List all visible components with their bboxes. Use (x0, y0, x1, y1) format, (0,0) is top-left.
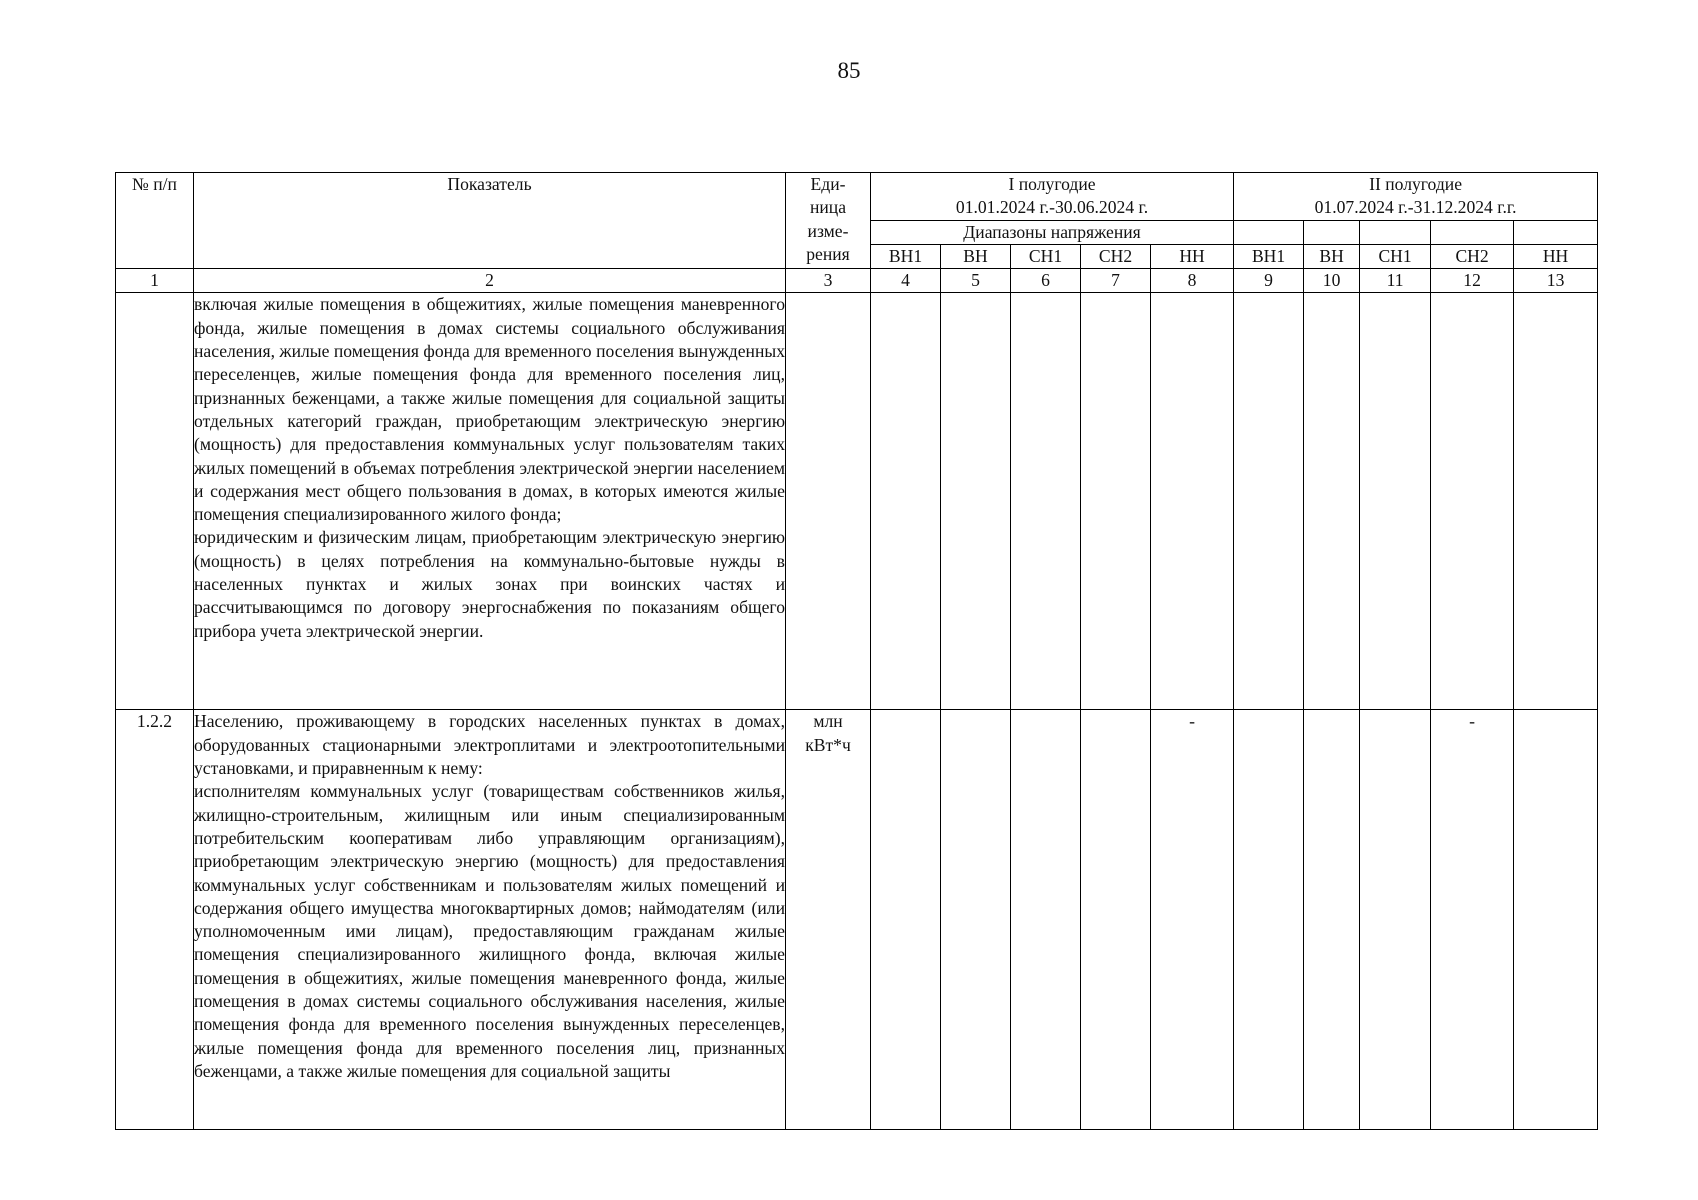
row-number: 1.2.2 (116, 710, 194, 1130)
num-header: № п/п (116, 173, 194, 269)
indicator-cell (194, 710, 786, 1130)
value-cell (1304, 710, 1360, 1130)
voltage-cell: НН (1514, 244, 1598, 268)
column-number: 6 (1011, 269, 1081, 293)
value-cell (871, 710, 941, 1130)
indicator-paragraph: Населению, проживающему в городских населенных пунктах в домах, оборудованных стационарными электроплитами и электроотопительными установками, и приравненным к нему: (194, 711, 785, 779)
voltage-header: Диапазоны напряжения (871, 220, 1234, 244)
unit-header-line: ница (809, 197, 847, 218)
column-number: 7 (1081, 269, 1151, 293)
value-cell (1081, 710, 1151, 1130)
value-cell (941, 710, 1011, 1130)
column-number: 13 (1514, 269, 1598, 293)
half2-blank-cell (1431, 220, 1514, 244)
row-number (116, 293, 194, 710)
indicator-header: Показатель (194, 173, 786, 269)
column-number: 4 (871, 269, 941, 293)
column-number: 2 (194, 269, 786, 293)
column-number: 8 (1151, 269, 1234, 293)
value-cell (1011, 293, 1081, 710)
value-cell (1431, 293, 1514, 710)
value-cell: - (1151, 710, 1234, 1130)
voltage-cell: ВН1 (871, 244, 941, 268)
half2-blank-cell (1514, 220, 1598, 244)
voltage-cell: ВН1 (1234, 244, 1304, 268)
unit-header-line: рения (806, 243, 850, 264)
half1-period: 01.01.2024 г.-30.06.2024 г. (955, 197, 1149, 218)
voltage-cell: ВН (941, 244, 1011, 268)
value-cell (1081, 293, 1151, 710)
half2-title: II полугодие (1369, 174, 1463, 194)
value-cell (1360, 293, 1431, 710)
unit-header-line: изме- (807, 220, 849, 241)
value-cell (871, 293, 941, 710)
page-number: 85 (837, 58, 861, 83)
value-cell (1514, 293, 1598, 710)
value-cell (1304, 293, 1360, 710)
column-number: 11 (1360, 269, 1431, 293)
value-cell (1151, 293, 1234, 710)
voltage-cell: НН (1151, 244, 1234, 268)
column-number: 5 (941, 269, 1011, 293)
indicator-cell (194, 293, 786, 710)
unit-header-line: Еди- (810, 174, 846, 194)
half1-title: I полугодие (1008, 174, 1096, 194)
half2-blank-cell (1234, 220, 1304, 244)
value-cell (941, 293, 1011, 710)
voltage-cell: СН1 (1360, 244, 1431, 268)
value-cell (1514, 710, 1598, 1130)
tariff-table (115, 172, 1598, 1130)
unit-cell (786, 293, 871, 710)
half2-blank-cell (1304, 220, 1360, 244)
unit-line: кВт*ч (805, 734, 851, 755)
value-cell (1234, 293, 1304, 710)
column-number: 10 (1304, 269, 1360, 293)
voltage-cell: СН1 (1011, 244, 1081, 268)
half2-blank-cell (1360, 220, 1431, 244)
column-number: 3 (786, 269, 871, 293)
column-numbers-row (116, 269, 1598, 293)
table-row (116, 293, 1598, 710)
half2-header (1234, 173, 1598, 221)
indicator-paragraph: включая жилые помещения в общежитиях, жилые помещения маневренного фонда, жилые помещения в домах системы социального обслуживания населения, жилые помещения фонда для временного поселения вынужденных переселенцев, жилые помещения фонда для временного поселения лиц, признанных беженцами, а также жилые помещения для социальной защиты отдельных категорий граждан, приобретающим электрическую энергию (мощность) для предоставления коммунальных услуг пользователям таких жилых помещений в объемах потребления электрической энергии населением и содержания мест общего пользования в домах, в которых имеются жилые помещения специализированного жилого фонда; (194, 294, 785, 525)
unit-header (786, 173, 871, 269)
value-cell (1011, 710, 1081, 1130)
unit-cell (786, 710, 871, 1130)
unit-line: млн (813, 711, 843, 732)
indicator-paragraph: исполнителям коммунальных услуг (товариществам собственников жилья, жилищно-строительным, жилищным или иным специализированным потребительским кооперативам либо управляющим организациям), приобретающим электрическую энергию (мощность) для предоставления коммунальных услуг собственникам и пользователям жилых помещений и содержания общего имущества многоквартирных домов; наймодателям (или уполномоченным ими лицам), предоставляющим гражданам жилые помещения специализированного жилищного фонда, включая жилые помещения в общежитиях, жилые помещения маневренного фонда, жилые помещения в домах системы социального обслуживания населения, жилые помещения фонда для временного поселения вынужденных переселенцев, жилые помещения фонда для временного поселения лиц, признанных беженцами, а также жилые помещения для социальной защиты (194, 781, 785, 1081)
voltage-cell: ВН (1304, 244, 1360, 268)
column-number: 12 (1431, 269, 1514, 293)
value-cell (1234, 710, 1304, 1130)
column-number: 1 (116, 269, 194, 293)
half2-period: 01.07.2024 г.-31.12.2024 г.г. (1314, 197, 1517, 218)
column-number: 9 (1234, 269, 1304, 293)
value-cell (1360, 710, 1431, 1130)
value-cell: - (1431, 710, 1514, 1130)
table-row (116, 710, 1598, 1130)
half1-header (871, 173, 1234, 221)
voltage-cell: СН2 (1431, 244, 1514, 268)
header-row-1 (116, 173, 1598, 221)
voltage-cell: СН2 (1081, 244, 1151, 268)
indicator-paragraph: юридическим и физическим лицам, приобретающим электрическую энергию (мощность) в целях потребления на коммунально-бытовые нужды в населенных пунктах и жилых зонах при воинских частях и рассчитывающимся по договору энергоснабжения по показаниям общего прибора учета электрической энергии. (194, 527, 785, 641)
